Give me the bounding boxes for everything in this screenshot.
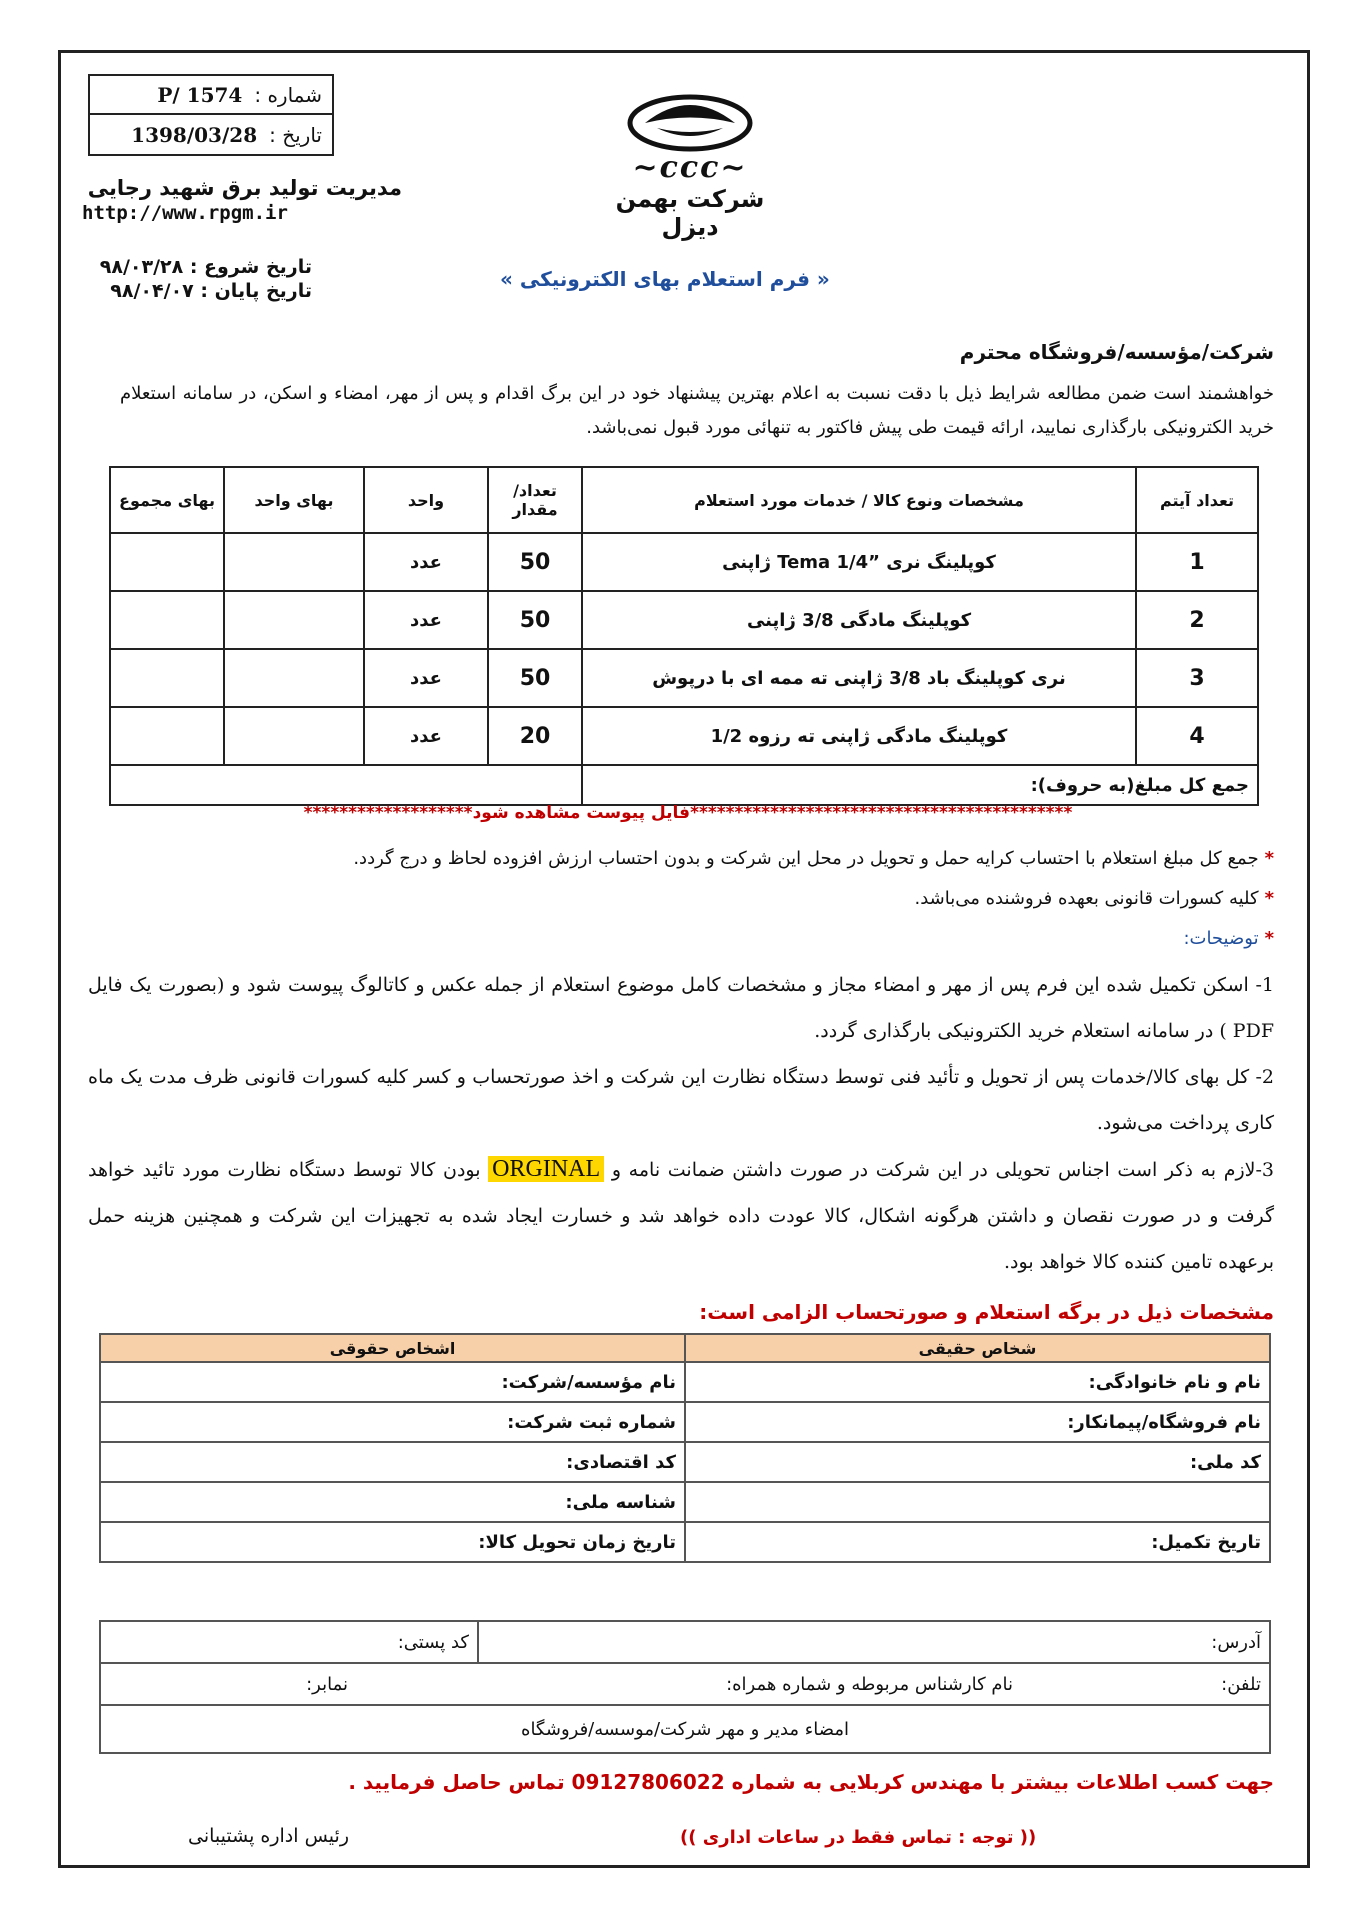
postal-code-field[interactable]: کد پستی: <box>100 1621 478 1663</box>
table-row <box>110 649 1258 707</box>
number-value: P/ 1574 <box>157 82 243 107</box>
bullet-shipping-text: جمع کل مبلغ استعلام با احتساب کرایه حمل و تحویل در محل این شرکت و بدون احتساب ارزش افزوده لحاظ و درج گردد. <box>353 848 1259 869</box>
item-description: کوپلینگ مادگی 3/8 ژاپنی <box>582 591 1136 649</box>
issuer-block <box>82 176 402 224</box>
notes-title: توضیحات: <box>1183 928 1259 949</box>
note-3-after: بودن کالا توسط دستگاه نظارت مورد تائید خواهد گرفت و در صورت نقصان و داشتن هرگونه اشکال، کالا عودت داده خواهد شد و خسارت ایجاد شده به تجهیزات این شرکت و همچنین هزینه حمل برعهده تامین کننده کالا خواهد بود. <box>88 1159 1274 1273</box>
table-row <box>100 1663 1270 1705</box>
completion-date-field[interactable]: تاریخ تکمیل: <box>685 1522 1270 1562</box>
date-label: تاریخ : <box>269 122 322 147</box>
full-name-field[interactable]: نام و نام خانوادگی: <box>685 1362 1270 1402</box>
item-unit: عدد <box>364 533 488 591</box>
legal-person-header: اشخاص حقوقی <box>100 1334 685 1362</box>
number-row <box>90 76 332 115</box>
requirements-title: مشخصات ذیل در برگه استعلام و صورتحساب الزامی است: <box>699 1300 1274 1324</box>
vendor-info-table <box>99 1333 1271 1563</box>
item-unit: عدد <box>364 707 488 765</box>
total-row <box>110 765 1258 805</box>
company-logo <box>605 92 775 241</box>
national-code-field[interactable]: کد ملی: <box>685 1442 1270 1482</box>
office-hours-note: (( توجه : تماس فقط در ساعات اداری )) <box>680 1827 1037 1848</box>
signature-field[interactable]: امضاء مدیر و مهر شرکت/موسسه/فروشگاه <box>100 1705 1270 1753</box>
table-row <box>110 533 1258 591</box>
item-description: کوپلینگ مادگی ژاپنی ته رزوه 1/2 <box>582 707 1136 765</box>
address-field[interactable]: آدرس: <box>478 1621 1270 1663</box>
item-unit-price[interactable] <box>224 707 364 765</box>
table-row <box>100 1402 1270 1442</box>
bullet-deductions-text: کلیه کسورات قانونی بعهده فروشنده می‌باشد. <box>914 888 1259 909</box>
col-unit-price: بهای واحد <box>224 467 364 533</box>
item-quantity: 20 <box>488 707 582 765</box>
table-row <box>100 1362 1270 1402</box>
item-unit: عدد <box>364 649 488 707</box>
item-total-price[interactable] <box>110 533 224 591</box>
department-head: رئیس اداره پشتیبانی <box>188 1825 349 1847</box>
item-no: 4 <box>1136 707 1258 765</box>
item-no: 2 <box>1136 591 1258 649</box>
number-label: شماره : <box>254 82 322 107</box>
col-description: مشخصات ونوع کالا / خدمات مورد استعلام <box>582 467 1136 533</box>
note-1: 1- اسکن تکمیل شده این فرم پس از مهر و امضاء مجاز و مشخصات کامل موضوع استعلام از جمله عکس و کاتالوگ پیوست شود و (بصورت یک فایل PDF ) در سامانه استعلام خرید الکترونیکی بارگذاری گردد. <box>88 974 1274 1042</box>
natural-person-header: شخاص حقیقی <box>685 1334 1270 1362</box>
item-unit-price[interactable] <box>224 591 364 649</box>
attachment-notice: *******************فایل پیوست مشاهده شود******************************************* <box>303 803 1073 823</box>
table-row <box>110 707 1258 765</box>
item-unit-price[interactable] <box>224 533 364 591</box>
national-id-field[interactable]: شناسه ملی: <box>100 1482 685 1522</box>
table-row <box>100 1621 1270 1663</box>
item-total-price[interactable] <box>110 591 224 649</box>
bullet-notes <box>1183 928 1274 949</box>
item-unit-price[interactable] <box>224 649 364 707</box>
item-total-price[interactable] <box>110 707 224 765</box>
items-table <box>109 466 1259 806</box>
table-row <box>100 1442 1270 1482</box>
inquiry-dates <box>82 255 312 303</box>
phone-field[interactable]: تلفن: <box>1053 1663 1270 1705</box>
col-quantity: تعداد/ مقدار <box>488 467 582 533</box>
table-row <box>100 1482 1270 1522</box>
col-unit: واحد <box>364 467 488 533</box>
date-value: 1398/03/28 <box>131 122 258 147</box>
item-total-price[interactable] <box>110 649 224 707</box>
intro-text: خواهشمند است ضمن مطالعه شرایط ذیل با دقت نسبت به اعلام بهترین پیشنهاد خود در این برگ اقدام و پس از مهر، امضاء و اسکن، در سامانه استعلام خرید الکترونیکی بارگذاری نمایید، ارائه قیمت طی پیش فاکتور به تنهائی مورد قبول نمی‌باشد. <box>120 383 1274 438</box>
greeting: شرکت/مؤسسه/فروشگاه محترم <box>959 340 1274 364</box>
item-quantity: 50 <box>488 649 582 707</box>
contact-info: جهت کسب اطلاعات بیشتر با مهندس کربلایی به شماره 09127806022 تماس حاصل فرمایید . <box>348 1770 1274 1794</box>
registration-number-field[interactable]: شماره ثبت شرکت: <box>100 1402 685 1442</box>
item-description: کوپلینگ نری ”Tema 1/4 ژاپنی <box>582 533 1136 591</box>
table-row <box>100 1705 1270 1753</box>
item-description: نری کوپلینگ باد 3/8 ژاپنی ته ممه ای با درپوش <box>582 649 1136 707</box>
address-table <box>99 1620 1271 1754</box>
economic-code-field[interactable]: کد اقتصادی: <box>100 1442 685 1482</box>
item-quantity: 50 <box>488 533 582 591</box>
page-border <box>58 50 1310 1868</box>
company-name: شرکت بهمن دیزل <box>615 185 765 241</box>
start-date: تاریخ شروع : ۹۸/۰۳/۲۸ <box>99 256 312 278</box>
reference-box <box>88 74 334 156</box>
item-unit: عدد <box>364 591 488 649</box>
empty-field[interactable] <box>685 1482 1270 1522</box>
bullet-star-icon: * <box>1264 928 1274 949</box>
vendor-info-header <box>100 1334 1270 1362</box>
form-title: « فرم استعلام بهای الکترونیکی » <box>500 267 830 291</box>
table-row <box>100 1522 1270 1562</box>
bullet-shipping <box>353 848 1274 869</box>
website-link[interactable]: http://www.rpgm.ir <box>82 202 288 224</box>
fax-field[interactable]: نمابر: <box>100 1663 478 1705</box>
bullet-star-icon: * <box>1264 888 1274 909</box>
bullet-deductions <box>915 888 1275 909</box>
total-value[interactable] <box>110 765 582 805</box>
end-date: تاریخ پایان : ۹۸/۰۴/۰۷ <box>110 280 312 302</box>
item-no: 3 <box>1136 649 1258 707</box>
bullet-star-icon: * <box>1264 848 1274 869</box>
total-label: جمع کل مبلغ(به حروف): <box>582 765 1258 805</box>
note-2: 2- کل بهای کالا/خدمات پس از تحویل و تأئید فنی توسط دستگاه نظارت این شرکت و اخذ صورتحساب و کسر کلیه کسورات قانونی ظرف مدت یک ماه کاری پرداخت می‌شود. <box>88 1066 1274 1134</box>
management-name: مدیریت تولید برق شهید رجایی <box>87 176 402 200</box>
note-3 <box>88 1146 1274 1285</box>
original-highlight: ORGINAL <box>488 1156 604 1182</box>
shop-name-field[interactable]: نام فروشگاه/پیمانکار: <box>685 1402 1270 1442</box>
expert-field[interactable]: نام کارشناس مربوطه و شماره همراه: <box>478 1663 1053 1705</box>
item-no: 1 <box>1136 533 1258 591</box>
logo-emblem-icon <box>625 92 755 154</box>
col-item-no: تعداد آیتم <box>1136 467 1258 533</box>
note-3-before: 3-لازم به ذکر است اجناس تحویلی در این شرکت در صورت داشتن ضمانت نامه و <box>604 1159 1275 1181</box>
date-row <box>90 115 332 154</box>
items-header-row <box>110 467 1258 533</box>
company-name-field[interactable]: نام مؤسسه/شرکت: <box>100 1362 685 1402</box>
col-total-price: بهای مجموع <box>110 467 224 533</box>
delivery-date-field[interactable]: تاریخ زمان تحویل کالا: <box>100 1522 685 1562</box>
table-row <box>110 591 1258 649</box>
logo-wordmark: ~ccc~ <box>632 150 748 185</box>
item-quantity: 50 <box>488 591 582 649</box>
